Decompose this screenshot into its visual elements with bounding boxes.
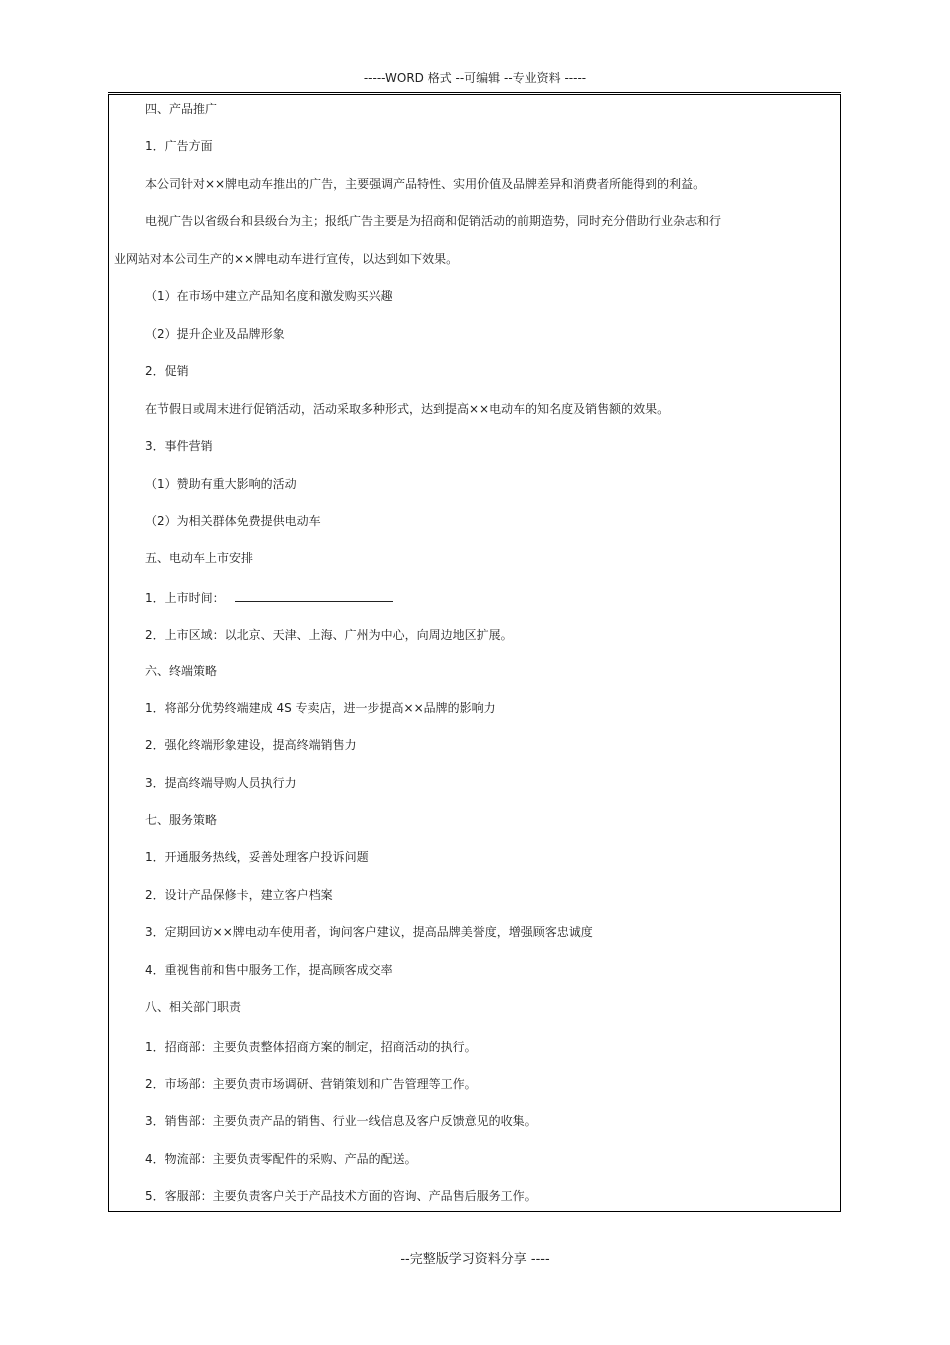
- page-header: -----WORD 格式 --可编辑 --专业资料 -----: [363, 71, 587, 85]
- section-heading: 六、终端策略: [145, 664, 218, 678]
- paragraph: 本公司针对××牌电动车推出的广告，主要强调产品特性、实用价值及品牌差异和消费者所能得到的利益。: [145, 177, 706, 191]
- list-item: 4．重视售前和售中服务工作，提高顾客成交率: [145, 963, 393, 977]
- paragraph: 在节假日或周末进行促销活动，活动采取多种形式，达到提高××电动车的知名度及销售额的效果。: [145, 402, 670, 416]
- section-heading: 五、电动车上市安排: [145, 551, 254, 565]
- sub-heading: 2．促销: [145, 364, 189, 378]
- list-item: 1．招商部：主要负责整体招商方案的制定，招商活动的执行。: [145, 1040, 477, 1054]
- list-item: 3．销售部：主要负责产品的销售、行业一线信息及客户反馈意见的收集。: [145, 1114, 537, 1128]
- list-item: （1）赞助有重大影响的活动: [145, 477, 297, 491]
- fill-in-blank: [235, 590, 393, 602]
- sub-heading: 3．事件营销: [145, 439, 213, 453]
- section-heading: 四、产品推广: [145, 102, 218, 116]
- list-item: 5．客服部：主要负责客户关于产品技术方面的咨询、产品售后服务工作。: [145, 1189, 537, 1203]
- list-item: （2）提升企业及品牌形象: [145, 327, 285, 341]
- list-item: 2．强化终端形象建设，提高终端销售力: [145, 738, 357, 752]
- launch-time-label: 1．上市时间：: [145, 591, 225, 605]
- launch-time-line: [145, 590, 393, 606]
- list-item: 2．设计产品保修卡，建立客户档案: [145, 888, 333, 902]
- page-footer: --完整版学习资料分享 ----: [400, 1252, 550, 1267]
- list-item: 2．上市区域：以北京、天津、上海、广州为中心，向周边地区扩展。: [145, 628, 513, 642]
- list-item: 3．提高终端导购人员执行力: [145, 776, 297, 790]
- section-heading: 七、服务策略: [145, 813, 218, 827]
- list-item: （2）为相关群体免费提供电动车: [145, 514, 321, 528]
- paragraph-continued: 业网站对本公司生产的××牌电动车进行宣传，以达到如下效果。: [114, 252, 459, 266]
- sub-heading: 1．广告方面: [145, 139, 213, 153]
- header-rule: [108, 92, 841, 93]
- list-item: （1）在市场中建立产品知名度和激发购买兴趣: [145, 289, 393, 303]
- paragraph: 电视广告以省级台和县级台为主；报纸广告主要是为招商和促销活动的前期造势，同时充分借助行业杂志和行: [145, 214, 722, 228]
- list-item: 1．开通服务热线，妥善处理客户投诉问题: [145, 850, 369, 864]
- list-item: 2．市场部：主要负责市场调研、营销策划和广告管理等工作。: [145, 1077, 477, 1091]
- list-item: 4．物流部：主要负责零配件的采购、产品的配送。: [145, 1152, 417, 1166]
- section-heading: 八、相关部门职责: [145, 1000, 242, 1014]
- list-item: 1．将部分优势终端建成 4S 专卖店，进一步提高××品牌的影响力: [145, 701, 496, 715]
- list-item: 3．定期回访××牌电动车使用者，询问客户建议，提高品牌美誉度，增强顾客忠诚度: [145, 925, 593, 939]
